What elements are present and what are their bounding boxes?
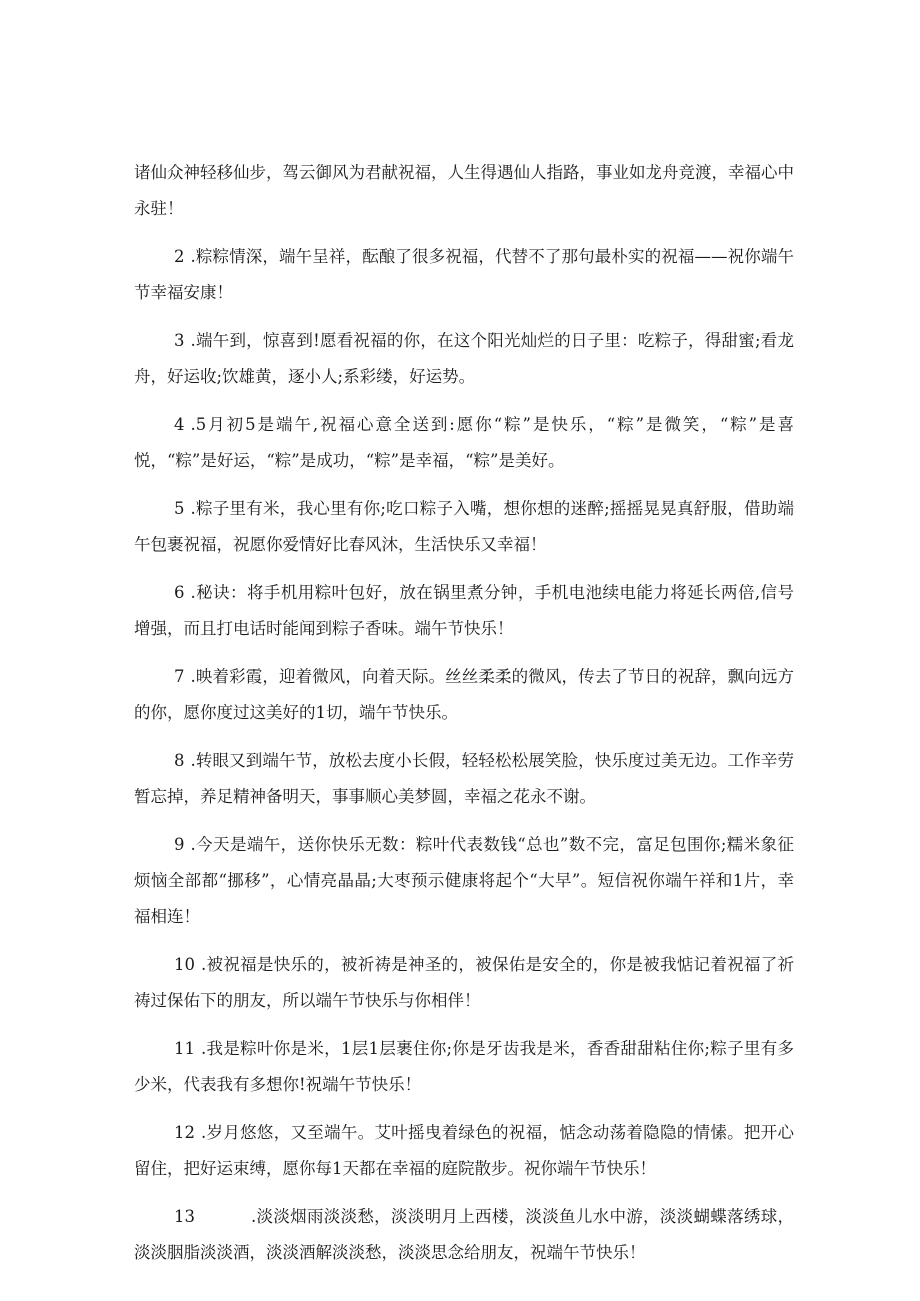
paragraph-number: 4 [174,415,185,434]
paragraph-text: .我是粽叶你是米，1层1层裹住你;你是牙齿我是米，香香甜甜粘住你;粽子里有多少米，代表我有多想你!祝端午节快乐！ [134,1039,794,1094]
paragraph-number: 3 [174,331,185,350]
document-body [134,163,794,1283]
paragraph-text: .映着彩霞，迎着微风，向着天际。丝丝柔柔的微风，传去了节日的祝辞，飘向远方的你，愿你度过这美好的1切，端午节快乐。 [134,667,794,722]
paragraph-text: .岁月悠悠，又至端午。艾叶摇曳着绿色的祝福，惦念动荡着隐隐的情愫。把开心留住，把好运束缚，愿你每1天都在幸福的庭院散步。祝你端午节快乐！ [134,1123,794,1178]
paragraph-text: 诸仙众神轻移仙步，驾云御风为君献祝福，人生得遇仙人指路，事业如龙舟竞渡，幸福心中永驻！ [134,163,794,218]
paragraph-text: .粽粽情深，端午呈祥，酝酿了很多祝福，代替不了那句最朴实的祝福——祝你端午节幸福安康！ [134,247,794,302]
paragraph-7 [134,659,794,731]
paragraph-4 [134,407,794,479]
paragraph-text: .被祝福是快乐的，被祈祷是神圣的，被保佑是安全的，你是被我惦记着祝福了祈祷过保佑下的朋友，所以端午节快乐与你相伴！ [134,955,794,1010]
paragraph-number: 13 [174,1207,195,1226]
paragraph-5 [134,491,794,563]
paragraph-number: 10 [174,955,195,974]
paragraph-13 [134,1199,794,1271]
paragraph-3 [134,323,794,395]
paragraph-number: 7 [174,667,185,686]
paragraph-text: .秘诀：将手机用粽叶包好，放在锅里煮分钟，手机电池续电能力将延长两倍,信号增强，而且打电话时能闻到粽子香味。端午节快乐！ [134,583,794,638]
paragraph-number: 8 [174,751,185,770]
paragraph-number: 11 [174,1039,195,1058]
paragraph-9 [134,827,794,935]
paragraph-text: .今天是端午，送你快乐无数：粽叶代表数钱“总也”数不完，富足包围你;糯米象征烦恼全部都“挪移”，心情亮晶晶;大枣预示健康将起个“大早”。短信祝你端午祥和1片，幸福相连！ [134,835,794,926]
paragraph-2 [134,239,794,311]
paragraph-10 [134,947,794,1019]
paragraph-11 [134,1031,794,1103]
paragraph-number: 2 [174,247,185,266]
paragraph-12 [134,1115,794,1187]
paragraph-6 [134,575,794,647]
paragraph-number: 9 [174,835,185,854]
paragraph-text: .转眼又到端午节，放松去度小长假，轻轻松松展笑脸，快乐度过美无边。工作辛劳暂忘掉，养足精神备明天，事事顺心美梦圆，幸福之花永不谢。 [134,751,794,806]
paragraph-number: 6 [174,583,185,602]
paragraph-text: .5月初5是端午,祝福心意全送到:愿你“粽”是快乐，“粽”是微笑，“粽”是喜悦，“粽”是好运，“粽”是成功，“粽”是幸福，“粽”是美好。 [134,415,794,470]
paragraph-number: 5 [174,499,185,518]
paragraph-text: .淡淡烟雨淡淡愁，淡淡明月上西楼，淡淡鱼儿水中游，淡淡蝴蝶落绣球，淡淡胭脂淡淡酒，淡淡酒解淡淡愁，淡淡思念给朋友，祝端午节快乐！ [134,1207,794,1262]
paragraph-text: .粽子里有米，我心里有你;吃口粽子入嘴，想你想的迷醉;摇摇晃晃真舒服，借助端午包裹祝福，祝愿你爱情好比春风沐，生活快乐又幸福！ [134,499,794,554]
paragraph-8 [134,743,794,815]
paragraph-number: 12 [174,1123,195,1142]
paragraph-text: .端午到，惊喜到!愿看祝福的你，在这个阳光灿烂的日子里：吃粽子，得甜蜜;看龙舟，好运收;饮雄黄，逐小人;系彩缕，好运势。 [134,331,794,386]
paragraph-1 [134,155,794,227]
